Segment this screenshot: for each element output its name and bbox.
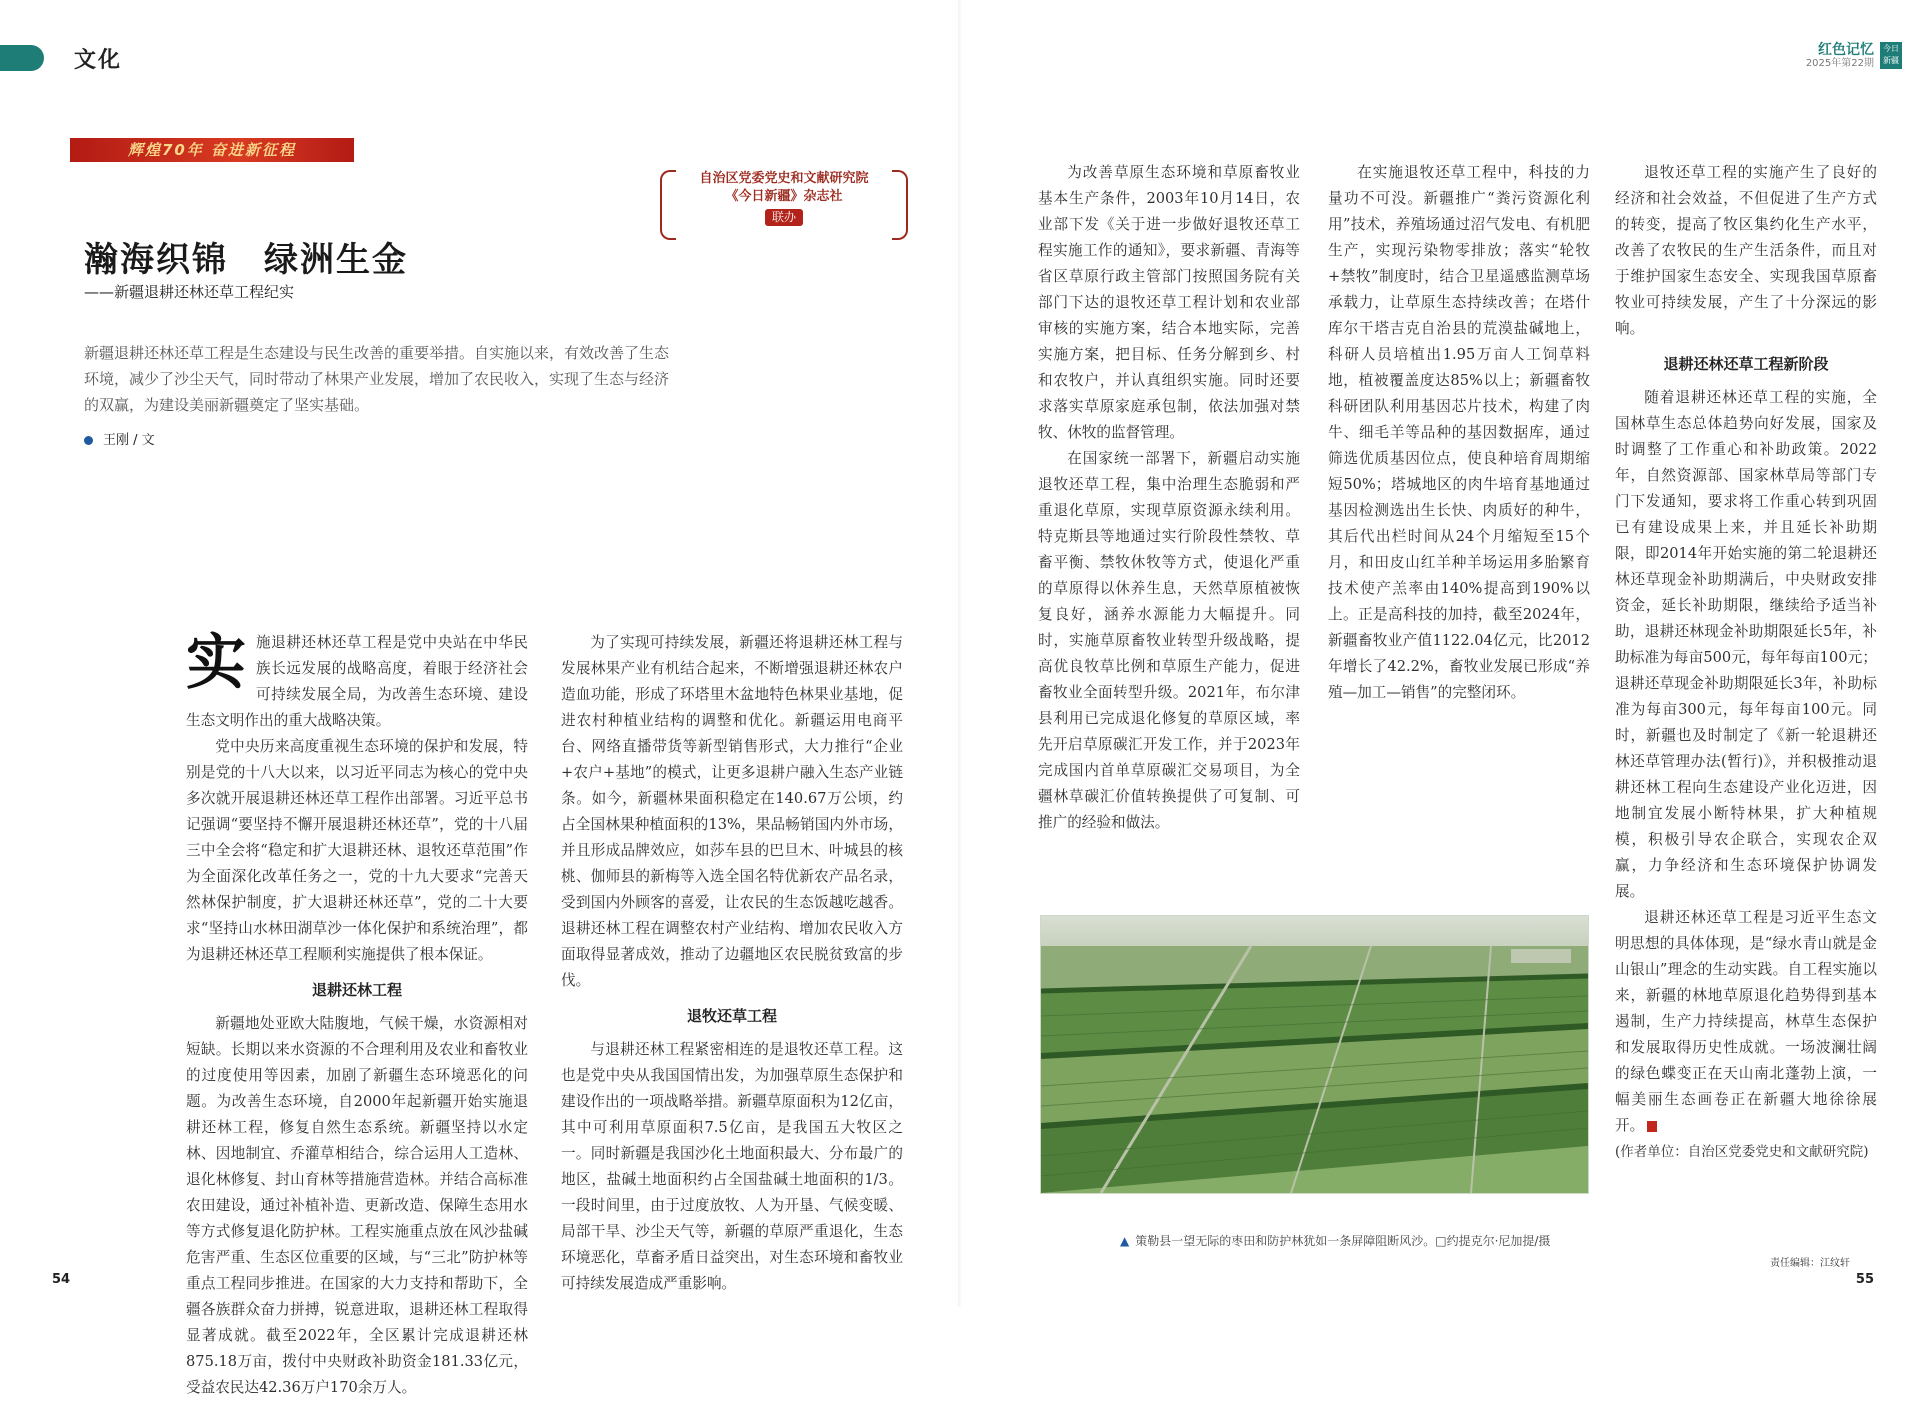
paragraph: 随着退耕还林还草工程的实施，全国林草生态总体趋势向好发展，国家及时调整了工作重心和补助政策。2022年，自然资源部、国家林草局等部门专门下发通知，要求将工作重心转到巩固已有建设成果上来，并且延长补助期限，即2014年开始实施的第二轮退耕还林还草现金补助期满后，中央财政安排资金，延长补助期限，继续给予适当补助，退耕还林现金补助期限延长5年，补助标准为每亩500元，每年每亩100元；退耕还草现金补助期限延长3年，补助标准为每亩300元，每年每亩100元。同时，新疆也及时制定了《新一轮退耕还林还草管理办法(暂行)》，并积极推动退耕还林工程向生态建设产业化迈进，因地制宜发展小断特林果，扩大种植规模，积极引导农企联合，实现农企双赢，力争经济和生态环境保护协调发展。: [1615, 389, 1877, 900]
section-heading: 退耕还林工程: [311, 981, 402, 999]
field-photo: [1040, 915, 1589, 1194]
section-tab: [0, 45, 44, 71]
organizer-box: [660, 170, 908, 238]
article-title: 瀚海织锦 绿洲生金: [84, 240, 408, 280]
organizer-badge: 联办: [765, 209, 803, 226]
organizer-line2: 《今日新疆》杂志社: [725, 189, 843, 204]
caption-text: 策勒县一望无际的枣田和防护林犹如一条屏障阻断风沙。□约提克尔·尼加提/摄: [1135, 1234, 1551, 1248]
byline: [84, 429, 155, 448]
text-column-3: [1038, 160, 1300, 836]
closing-text: 退耕还林还草工程是习近平生态文明思想的具体体现，是“绿水青山就是金山银山”理念的生动实践。自工程实施以来，新疆的林地草原退化趋势得到基本遏制，生产力持续提高，林草生态保护和发展取得历史性成就。一场波澜壮阔的绿色蝶变正在天山南北蓬勃上演，一幅美丽生态画卷正在新疆大地徐徐展开。: [1615, 909, 1877, 1134]
paragraph: [1615, 905, 1877, 1139]
page-gutter: [958, 0, 962, 1307]
paragraph: 为了实现可持续发展，新疆还将退耕还林工程与发展林果产业有机结合起来，不断增强退耕还林农户造血功能，形成了环塔里木盆地特色林果业基地，促进农村种植业结构的调整和优化。新疆运用电商平台、网络直播带货等新型销售形式，大力推行“企业+农户+基地”的模式，让更多退耕户融入生态产业链条。如今，新疆林果面积稳定在140.67万公顷，约占全国林果种植面积的13%，果品畅销国内外市场，并且形成品牌效应，如莎车县的巴旦木、叶城县的核桃、伽师县的新梅等入选全国名特优新农产品名录，受到国内外顾客的喜爱，让农民的生态饭越吃越香。退耕还林工程在调整农村产业结构、增加农民收入方面取得显著成效，推动了边疆地区农民脱贫致富的步伐。: [561, 634, 903, 989]
photo-caption: [1120, 1232, 1550, 1249]
paragraph: 施退耕还林还草工程是党中央站在中华民族长远发展的战略高度，着眼于经济社会可持续发展全局，为改善生态环境、建设生态文明作出的重大战略决策。: [186, 634, 528, 729]
page-number-right: 55: [1855, 1272, 1874, 1287]
author: 王刚 / 文: [103, 433, 155, 448]
caption-marker-icon: ▲: [1120, 1234, 1130, 1248]
paragraph: 新疆地处亚欧大陆腹地，气候干燥，水资源相对短缺。长期以来水资源的不合理利用及农业和畜牧业的过度使用等因素，加剧了新疆生态环境恶化的问题。为改善生态环境，自2000年起新疆开始实施退耕还林工程，修复自然生态系统。新疆坚持以水定林、因地制宜、乔灌草相结合，综合运用人工造林、退化林修复、封山育林等措施营造林。并结合高标准农田建设，通过补植补造、更新改造、保障生态用水等方式修复退化防护林。工程实施重点放在风沙盐碱危害严重、生态区位重要的区域，与“三北”防护林等重点工程同步推进。在国家的大力支持和帮助下，全疆各族群众奋力拼搏，锐意进取，退耕还林工程取得显著成就。截至2022年，全区累计完成退耕还林875.18万亩，拨付中央财政补助资金181.33亿元，受益农民达42.36万户170余万人。: [186, 1015, 528, 1396]
drop-cap: 实: [186, 628, 246, 698]
text-column-2: [561, 630, 903, 1297]
page-number-left: 54: [52, 1272, 71, 1287]
magazine-title: 红色记忆: [1818, 42, 1874, 58]
paragraph: 退牧还草工程的实施产生了良好的经济和社会效益，不但促进了生产方式的转变，提高了牧区集约化生产水平，改善了农牧民的生产生活条件，而且对于维护国家生态安全、实现我国草原畜牧业可持续发展，产生了十分深远的影响。: [1615, 164, 1877, 337]
text-column-4: [1328, 160, 1590, 706]
organizer-line1: 自治区党委党史和文献研究院: [699, 171, 869, 186]
issue-label: 2025年第22期: [1805, 58, 1874, 69]
bullet-icon: [84, 436, 93, 445]
paragraph: 在国家统一部署下，新疆启动实施退牧还草工程，集中治理生态脆弱和严重退化草原，实现草原资源永续利用。特克斯县等地通过实行阶段性禁牧、草畜平衡、禁牧休牧等方式，使退化严重的草原得以休养生息，天然草原植被恢复良好，涵养水源能力大幅提升。同时，实施草原畜牧业转型升级战略，提高优良牧草比例和草原生产能力，促进畜牧业全面转型升级。2021年，布尔津县利用已完成退化修复的草原区域，率先开启草原碳汇开发工作，并于2023年完成国内首单草原碳汇交易项目，为全疆林草碳汇价值转换提供了可复制、可推广的经验和做法。: [1038, 450, 1300, 831]
orchard-aerial-image: [1041, 916, 1588, 1193]
article-subtitle: ——新疆退耕还林还草工程纪实: [84, 283, 295, 301]
magazine-header: [1805, 42, 1899, 70]
bracket-left: [660, 170, 676, 240]
responsible-editor: 责任编辑：江纹轩: [1770, 1258, 1850, 1269]
paragraph: 与退耕还林工程紧密相连的是退牧还草工程。这也是党中央从我国国情出发，为加强草原生态保护和建设作出的一项战略举措。新疆草原面积为12亿亩，其中可利用草原面积7.5亿亩，是我国五大牧区之一。同时新疆是我国沙化土地面积最大、分布最广的地区，盐碱土地面积约占全国盐碱土地面积的1/3。一段时间里，由于过度放牧、人为开垦、气候变暖、局部干旱、沙尘天气等，新疆的草原严重退化，生态环境恶化，草畜矛盾日益突出，对生态环境和畜牧业可持续发展造成严重影响。: [561, 1041, 903, 1292]
text-column-5: [1615, 160, 1877, 1165]
bracket-right: [892, 170, 908, 240]
author-affiliation: (作者单位：自治区党委党史和文献研究院): [1615, 1144, 1869, 1160]
section-heading: 退耕还林还草工程新阶段: [1663, 355, 1829, 373]
text-column-1: [186, 630, 528, 1401]
section-title: 文化: [74, 48, 123, 73]
end-mark-icon: [1647, 1121, 1657, 1132]
article-abstract: 新疆退耕还林还草工程是生态建设与民生改善的重要举措。自实施以来，有效改善了生态环境，减少了沙尘天气，同时带动了林果产业发展，增加了农民收入，实现了生态与经济的双赢，为建设美丽新疆奠定了坚实基础。: [84, 344, 670, 414]
paragraph: 在实施退牧还草工程中，科技的力量功不可没。新疆推广“粪污资源化利用”技术，养殖场通过沼气发电、有机肥生产，实现污染物零排放；落实“轮牧+禁牧”制度时，结合卫星遥感监测草场承载力，让草原生态持续改善；在塔什库尔干塔吉克自治县的荒漠盐碱地上，科研人员培植出1.95万亩人工饲草料地，植被覆盖度达85%以上；新疆畜牧科研团队利用基因芯片技术，构建了肉牛、细毛羊等品种的基因数据库，通过筛选优质基因位点，使良种培育周期缩短50%；塔城地区的肉牛培育基地通过基因检测选出生长快、肉质好的种牛，其后代出栏时间从24个月缩短至15个月，和田皮山红羊种羊场运用多胎繁育技术使产羔率由140%提高到190%以上。正是高科技的加持，截至2024年，新疆畜牧业产值1122.04亿元，比2012年增长了42.2%，畜牧业发展已形成“养殖—加工—销售”的完整闭环。: [1328, 164, 1590, 701]
paragraph: 党中央历来高度重视生态环境的保护和发展，特别是党的十八大以来，以习近平同志为核心的党中央多次就开展退耕还林还草工程作出部署。习近平总书记强调“要坚持不懈开展退耕还林还草”，党的十八届三中全会将“稳定和扩大退耕还林、退牧还草范围”作为全面深化改革任务之一，党的十九大要求“完善天然林保护制度，扩大退耕还林还草”，党的二十大要求“坚持山水林田湖草沙一体化保护和系统治理”，都为退耕还林还草工程顺利实施提供了根本保证。: [186, 738, 528, 963]
section-heading: 退牧还草工程: [686, 1007, 777, 1025]
paragraph: 为改善草原生态环境和草原畜牧业基本生产条件，2003年10月14日，农业部下发《关于进一步做好退牧还草工程实施工作的通知》，要求新疆、青海等省区草原行政主管部门按照国务院有关部门下达的退牧还草工程计划和农业部审核的实施方案，结合本地实际，完善实施方案，把目标、任务分解到乡、村和农牧户，并认真组织实施。同时还要求落实草原家庭承包制，依法加强对禁牧、休牧的监督管理。: [1038, 164, 1300, 441]
anniversary-banner: 辉煌70年 奋进新征程: [70, 138, 354, 162]
magazine-badge: 今日新疆: [1880, 42, 1902, 69]
